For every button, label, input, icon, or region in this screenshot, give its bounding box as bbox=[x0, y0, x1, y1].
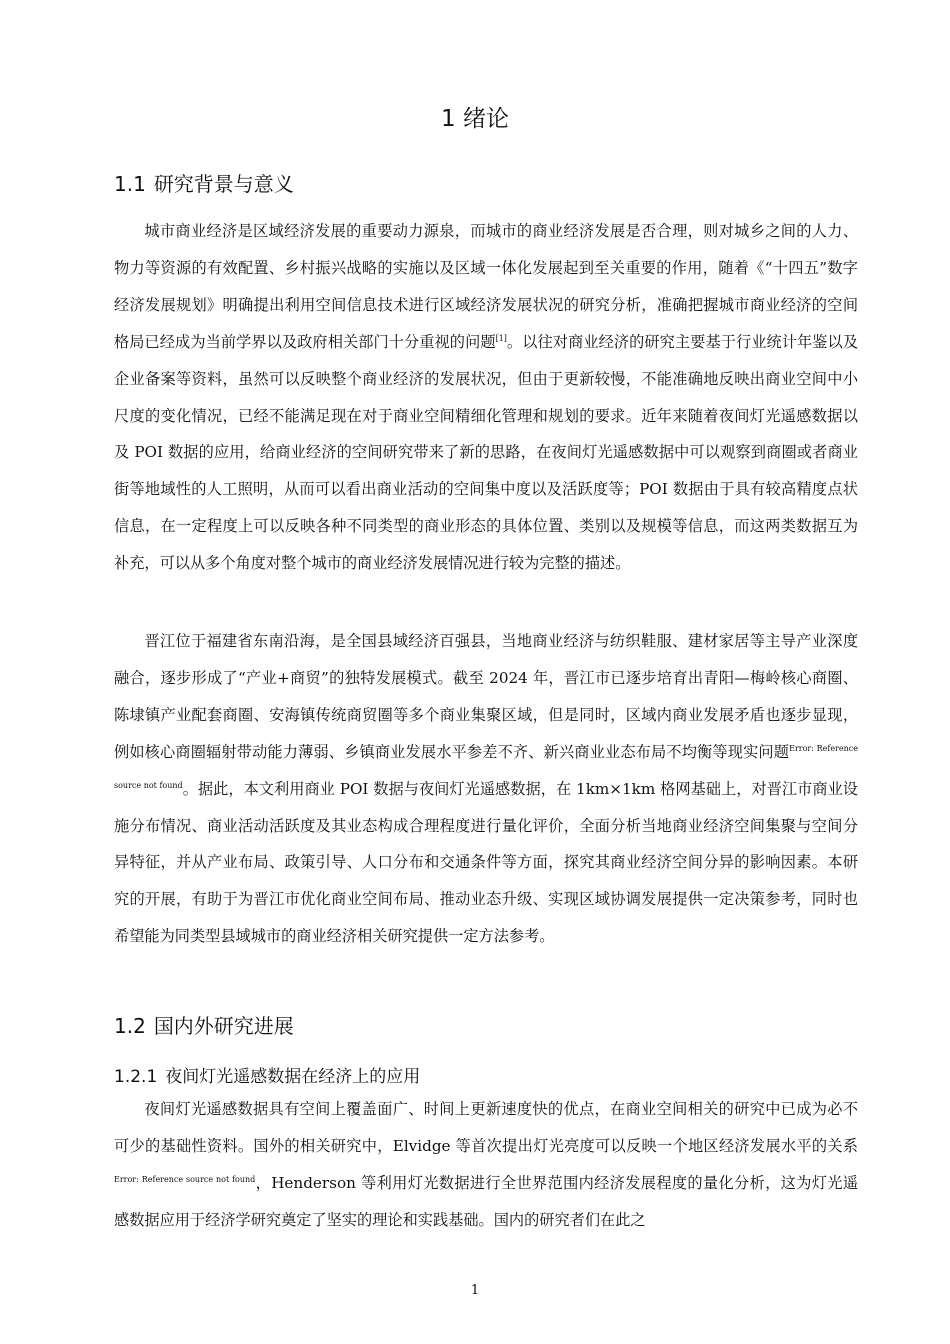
section-title: 国内外研究进展 bbox=[153, 1014, 294, 1038]
citation-error: Error: Reference source not found bbox=[114, 743, 859, 790]
paragraph-text: 。据此，本文利用商业 POI 数据与夜间灯光遥感数据，在 1km×1km 格网基础上，对晋江市商业设施分布情况、商业活动活跃度及其业态构成合理程度进行量化评价，全面分析当地商业经济空间集聚与空间分异特征，并从产业布局、政策引导、人口分布和交通条件等方面，探究其商业经济空间分异的影响因素。本研究的开展，有助于为晋江市优化商业空间布局、推动业态升级、实现区域协调发展提供一定决策参考，同时也希望能为同类型县域城市的商业经济相关研究提供一定方法参考。 bbox=[114, 779, 858, 946]
paragraph-text: 城市商业经济是区域经济发展的重要动力源泉，而城市的商业经济发展是否合理，则对城乡之间的人力、物力等资源的有效配置、乡村振兴战略的实施以及区域一体化发展起到至关重要的作用，随着《“十四五”数字经济发展规划》明确提出利用空间信息技术进行区域经济发展状况的研究分析，准确把握城市商业经济的空间格局已经成为当前学界以及政府相关部门十分重视的问题 bbox=[114, 222, 858, 351]
section-title: 研究背景与意义 bbox=[153, 172, 294, 196]
subsection-title: 夜间灯光遥感数据在经济上的应用 bbox=[165, 1067, 421, 1087]
paragraph-nightlight bbox=[114, 1091, 858, 1239]
section-heading-1-1 bbox=[114, 168, 294, 197]
paragraph-text: ，Henderson 等利用灯光数据进行全世界范围内经济发展程度的量化分析，这为灯光遥感数据应用于经济学研究奠定了坚实的理论和实践基础。国内的研究者们在此之 bbox=[114, 1173, 859, 1229]
paragraph-text: 。以往对商业经济的研究主要基于行业统计年鉴以及企业备案等资料，虽然可以反映整个商业经济的发展状况，但由于更新较慢，不能准确地反映出商业空间中小尺度的变化情况，已经不能满足现在对于商业空间精细化管理和规划的要求。近年来随着夜间灯光遥感数据以及 POI 数据的应用，给商业经济的空间研究带来了新的思路，在夜间灯光遥感数据中可以观察到商圈或者商业街等地域性的人工照明，从而可以看出商业活动的空间集中度以及活跃度等；POI 数据由于具有较高精度点状信息，在一定程度上可以反映各种不同类型的商业形态的具体位置、类别以及规模等信息，而这两类数据互为补充，可以从多个角度对整个城市的商业经济发展情况进行较为完整的描述。 bbox=[114, 332, 859, 573]
paragraph-text: 晋江位于福建省东南沿海，是全国县域经济百强县，当地商业经济与纺织鞋服、建材家居等主导产业深度融合，逐步形成了“产业+商贸”的独特发展模式。截至 2024 年，晋江市已逐步培育出青阳—梅岭核心商圈、陈埭镇产业配套商圈、安海镇传统商贸圈等多个商业集聚区域，但是同时，区域内商业发展矛盾也逐步显现，例如核心商圈辐射带动能力薄弱、乡镇商业发展水平参差不齐、新兴商业业态布局不均衡等现实问题 bbox=[114, 632, 858, 761]
section-number: 1.2 bbox=[114, 1014, 146, 1038]
paragraph-text: 夜间灯光遥感数据具有空间上覆盖面广、时间上更新速度快的优点，在商业空间相关的研究中已成为必不可少的基础性资料。国外的相关研究中，Elvidge 等首次提出灯光亮度可以反映一个地区经济发展水平的关系 bbox=[114, 1100, 858, 1155]
subsection-number: 1.2.1 bbox=[114, 1067, 158, 1087]
citation-ref: [1] bbox=[495, 333, 507, 343]
paragraph-background-1 bbox=[114, 213, 858, 582]
section-heading-1-2 bbox=[114, 1010, 294, 1039]
page-number: 1 bbox=[470, 1283, 480, 1298]
paragraph-background-2 bbox=[114, 623, 858, 955]
citation-error: Error: Reference source not found bbox=[114, 1174, 256, 1184]
chapter-title: 1 绪论 bbox=[441, 106, 509, 132]
section-number: 1.1 bbox=[114, 172, 146, 196]
subsection-heading-1-2-1 bbox=[114, 1062, 420, 1087]
